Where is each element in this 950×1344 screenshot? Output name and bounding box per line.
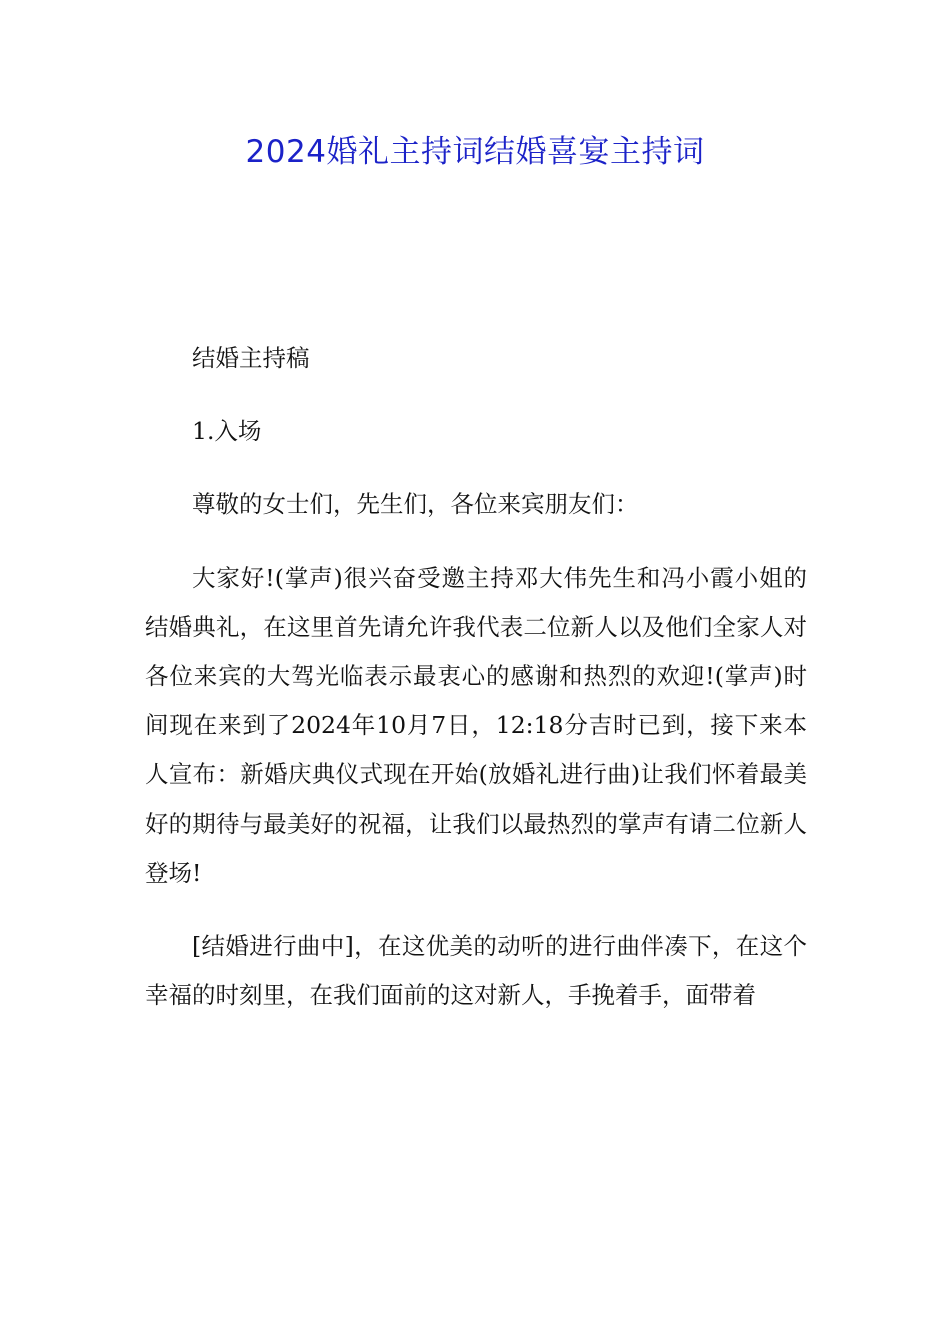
document-title: 2024婚礼主持词结婚喜宴主持词	[245, 134, 705, 170]
subsection-heading: 1.入场	[192, 417, 262, 446]
greeting-paragraph: 尊敬的女士们，先生们，各位来宾朋友们：	[192, 490, 639, 519]
procession-paragraph: [结婚进行曲中]，在这优美的动听的进行曲伴凑下，在这个幸福的时刻里，在我们面前的这对新人，手挽着手，面带着	[145, 932, 807, 1010]
section-heading: 结婚主持稿	[192, 344, 310, 372]
opening-paragraph: 大家好!(掌声)很兴奋受邀主持邓大伟先生和冯小霞小姐的结婚典礼，在这里首先请允许我代表二位新人以及他们全家人对各位来宾的大驾光临表示最衷心的感谢和热烈的欢迎!(掌声)时间现在来到了2024年10月7日，12:18分吉时已到，接下来本人宣布：新婚庆典仪式现在开始(放婚礼进行曲)让我们怀着最美好的期待与最美好的祝福，让我们以最热烈的掌声有请二位新人登场!	[145, 563, 807, 887]
document-body	[145, 334, 807, 1044]
